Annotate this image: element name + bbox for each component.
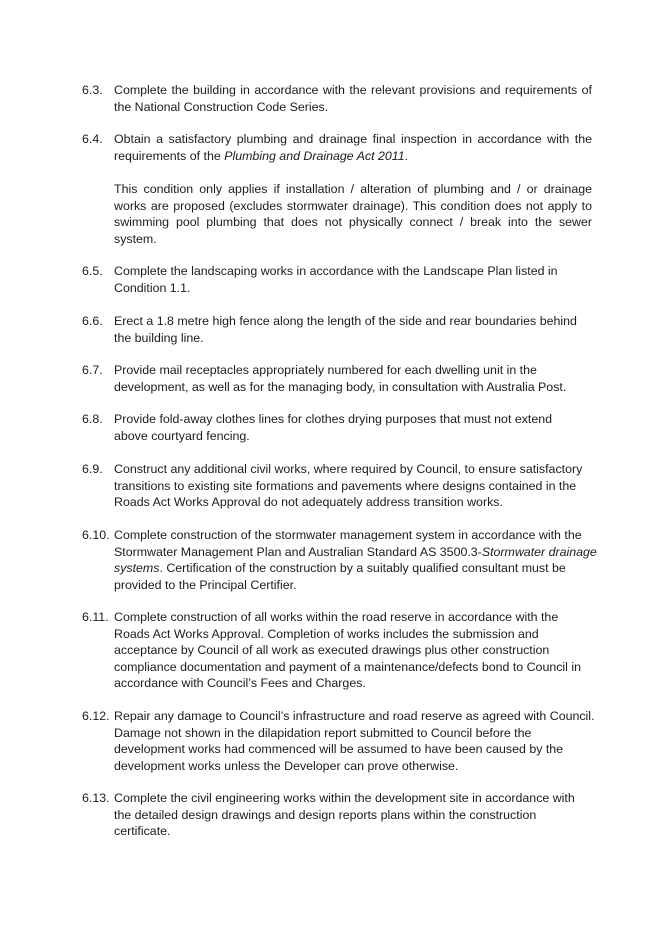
condition-text [114, 362, 592, 395]
condition-number: 6.9. [82, 462, 103, 476]
text-line: Provide fold-away clothes lines for clothes drying purposes that must not extend [114, 412, 553, 426]
condition-number: 6.11. [82, 610, 109, 624]
act-name: Plumbing and Drainage Act 2011 [224, 148, 405, 163]
text-line: Condition 1.1. [114, 280, 191, 295]
condition-text [114, 82, 592, 115]
condition-text [114, 461, 592, 511]
text-line: works are proposed (excludes stormwater drainage). This condition does not apply to [114, 198, 592, 213]
condition-text [114, 527, 597, 593]
text-line: transitions to existing site formations and pavements where designs contained in the [114, 478, 577, 493]
standard-title: Stormwater drainage [481, 544, 597, 559]
text-segment: requirements of the [114, 148, 225, 163]
condition-text [114, 263, 592, 296]
text-line: acceptance by Council of all work as executed drawings plus other construction [114, 643, 550, 658]
text-line: Erect a 1.8 metre high fence along the length of the side and rear boundaries behind [114, 314, 577, 328]
text-line: provided to the Principal Certifier. [114, 577, 297, 592]
text-line: Damage not shown in the dilapidation report submitted to Council before the [114, 725, 532, 740]
text-line: Construct any additional civil works, where required by Council, to ensure satisfactory [114, 462, 583, 476]
text-line [114, 544, 597, 561]
condition-number: 6.3. [82, 83, 103, 97]
condition-number: 6.13. [82, 791, 110, 805]
text-line: Complete the building in accordance with the relevant provisions and requirements of [114, 83, 592, 97]
text-line: Obtain a satisfactory plumbing and drainage final inspection in accordance with the [114, 132, 592, 146]
text-segment: . Certification of the construction by a suitably qualified consultant must be [159, 561, 566, 576]
text-line: Roads Act Works Approval do not adequately address transition works. [114, 495, 503, 510]
text-line: development works unless the Developer can prove otherwise. [114, 758, 459, 773]
text-line: the National Construction Code Series. [114, 99, 329, 114]
text-line: swimming pool plumbing that does not physically connect / break into the sewer [114, 215, 592, 230]
text-line: certificate. [114, 824, 171, 839]
text-line: above courtyard fencing. [114, 428, 250, 443]
text-line: development works had commenced will be assumed to have been caused by the [114, 742, 564, 757]
condition-note [114, 181, 592, 247]
text-line: the detailed design drawings and design reports plans within the construction [114, 807, 537, 822]
standard-title: systems [114, 561, 160, 576]
condition-number: 6.12. [82, 709, 110, 723]
condition-number: 6.7. [82, 363, 103, 377]
text-line: Complete the civil engineering works within the development site in accordance with [114, 791, 575, 805]
text-segment: . [404, 148, 409, 163]
text-line [114, 560, 592, 577]
condition-text [114, 313, 592, 346]
text-line [114, 148, 592, 165]
text-segment: Stormwater Management Plan and Australian Standard AS 3500.3- [114, 544, 482, 559]
condition-text [114, 708, 595, 774]
text-line: Complete construction of the stormwater management system in accordance with the [114, 528, 582, 542]
condition-text [114, 411, 592, 444]
text-line: Provide mail receptacles appropriately numbered for each dwelling unit in the [114, 363, 537, 377]
condition-text [114, 790, 592, 840]
condition-number: 6.8. [82, 412, 103, 426]
text-line: Roads Act Works Approval. Completion of works includes the submission and [114, 626, 539, 641]
condition-text [114, 609, 592, 692]
condition-number: 6.6. [82, 314, 103, 328]
text-line: system. [114, 231, 157, 246]
text-line: the building line. [114, 330, 204, 345]
condition-number: 6.4. [82, 132, 103, 146]
text-line: compliance documentation and payment of a maintenance/defects bond to Council in [114, 659, 582, 674]
text-line: Repair any damage to Council’s infrastructure and road reserve as agreed with Council. [114, 709, 595, 723]
text-line: This condition only applies if installation / alteration of plumbing and / or drainage [114, 182, 592, 196]
condition-number: 6.10. [82, 528, 110, 542]
condition-text [114, 131, 592, 164]
condition-number: 6.5. [82, 264, 103, 278]
text-line: Complete construction of all works within the road reserve in accordance with the [114, 610, 559, 624]
text-line: Complete the landscaping works in accordance with the Landscape Plan listed in [114, 264, 558, 278]
text-line: development, as well as for the managing body, in consultation with Australia Post. [114, 379, 567, 394]
text-line: accordance with Council’s Fees and Charges. [114, 676, 366, 691]
